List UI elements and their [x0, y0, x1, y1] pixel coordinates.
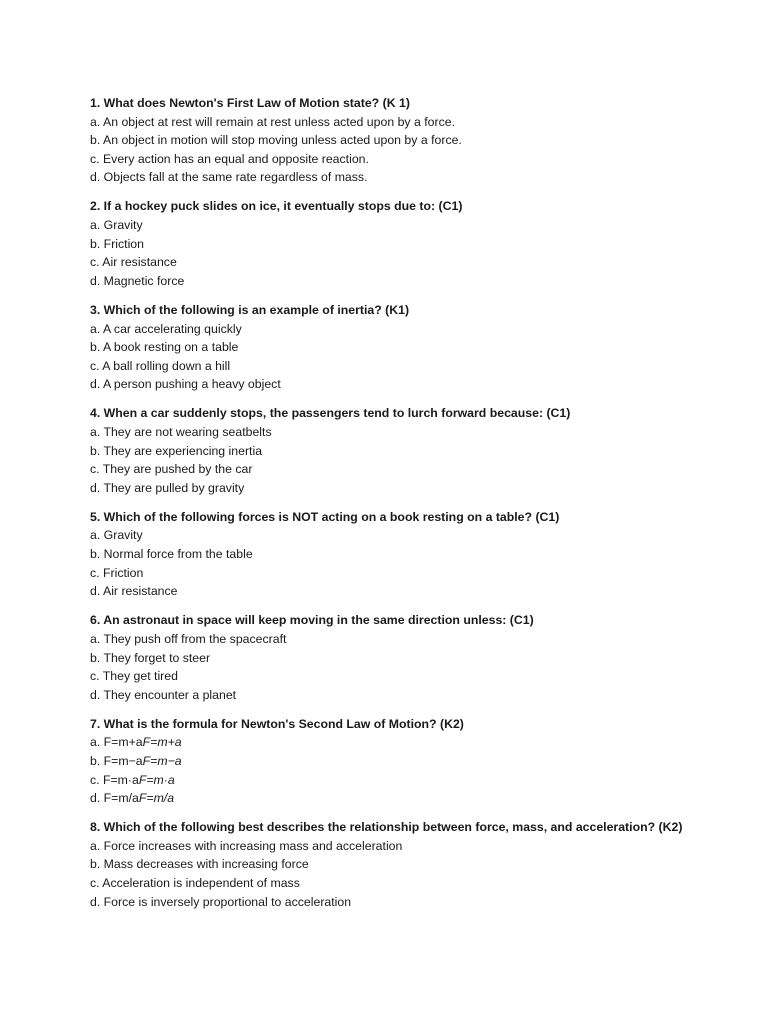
answer-option: b. They are experiencing inertia	[90, 443, 263, 458]
answer-option: a. They are not wearing seatbelts	[90, 425, 272, 439]
question-title: 2. If a hockey puck slides on ice, it eventually stops due to: (C1)	[90, 199, 463, 214]
answer-option: c. Every action has an equal and opposite reaction.	[90, 151, 369, 166]
answer-option: c. Air resistance	[90, 255, 177, 270]
answer-option: a. Gravity	[90, 218, 143, 233]
question-title: 3. Which of the following is an example of inertia? (K1)	[90, 302, 410, 317]
question-title: 5. Which of the following forces is NOT acting on a book resting on a table? (C1)	[90, 509, 560, 524]
answer-option: c. F=m·aF=m·a	[90, 772, 175, 787]
answer-option: c. They get tired	[90, 669, 178, 684]
answer-option: a. F=m+aF=m+a	[90, 735, 182, 750]
question-block-8	[90, 818, 750, 911]
answer-option: d. Magnetic force	[90, 273, 185, 288]
question-title: 4. When a car suddenly stops, the passengers tend to lurch forward because: (C1)	[90, 406, 571, 421]
question-block-2	[90, 197, 750, 290]
answer-option: b. Mass decreases with increasing force	[90, 857, 309, 872]
answer-option: c. Acceleration is independent of mass	[90, 876, 300, 891]
quiz-sheet	[90, 94, 750, 922]
answer-option: a. An object at rest will remain at rest unless acted upon by a force.	[90, 114, 455, 129]
answer-option: d. F=m/aF=m/a	[90, 791, 175, 806]
answer-option: a. A car accelerating quickly	[90, 321, 242, 336]
answer-option: d. They are pulled by gravity	[90, 480, 245, 495]
answer-option: a. Force increases with increasing mass and acceleration	[90, 838, 403, 853]
question-block-4	[90, 404, 750, 497]
question-block-5	[90, 508, 750, 601]
question-block-3	[90, 301, 750, 394]
answer-option: c. They are pushed by the car	[90, 462, 253, 477]
answer-option: b. Normal force from the table	[90, 547, 253, 562]
answer-option: d. They encounter a planet	[90, 687, 237, 702]
answer-option: b. An object in motion will stop moving unless acted upon by a force.	[90, 133, 462, 148]
answer-option: a. Gravity	[90, 528, 143, 543]
question-title: 8. Which of the following best describes the relationship between force, mass, and acceleration? (K2)	[90, 820, 683, 835]
answer-option: b. A book resting on a table	[90, 340, 239, 355]
answer-option: b. They forget to steer	[90, 650, 211, 665]
answer-option: a. They push off from the spacecraft	[90, 631, 287, 646]
answer-option: d. A person pushing a heavy object	[90, 377, 281, 392]
answer-option: d. Objects fall at the same rate regardless of mass.	[90, 170, 368, 185]
question-title: 1. What does Newton's First Law of Motion state? (K 1)	[90, 96, 410, 110]
answer-option: b. Friction	[90, 236, 144, 251]
question-title: 7. What is the formula for Newton's Second Law of Motion? (K2)	[90, 716, 464, 731]
question-block-6	[90, 611, 750, 704]
answer-option: d. Force is inversely proportional to acceleration	[90, 894, 352, 909]
answer-option: c. Friction	[90, 565, 144, 580]
answer-option: c. A ball rolling down a hill	[90, 358, 231, 373]
answer-option: d. Air resistance	[90, 584, 178, 599]
question-title: 6. An astronaut in space will keep moving in the same direction unless: (C1)	[90, 613, 534, 628]
answer-option: b. F=m−aF=m−a	[90, 754, 182, 768]
question-block-7	[90, 715, 750, 808]
question-block-1	[90, 94, 750, 187]
